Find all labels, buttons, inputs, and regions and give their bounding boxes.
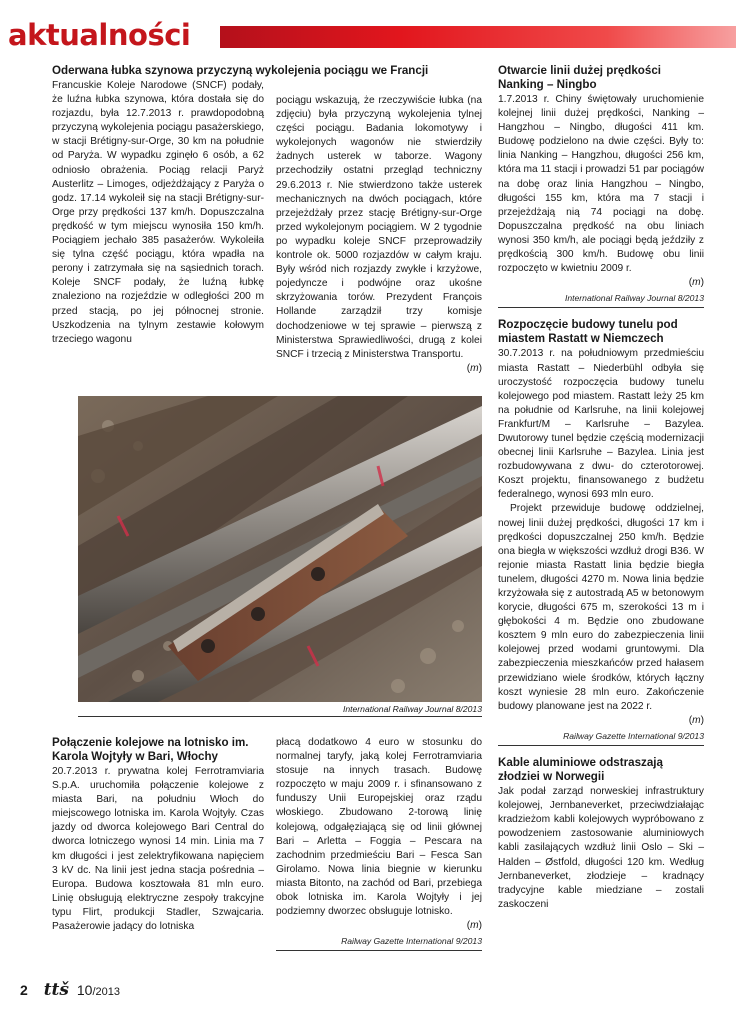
article2-title: Połączenie kolejowe na lotnisko im. Karola Wojtyły w Bari, Włochy xyxy=(52,736,249,763)
section-banner xyxy=(0,18,736,52)
issue-number: 10/2013 xyxy=(76,982,120,998)
magazine-logo: ttš xyxy=(43,980,69,1000)
article3-text: 1.7.2013 r. Chiny świętowały uruchomienie kolejnej linii dużej prędkości, Nanking – Hangzhou – Ningbo, długości 411 km. Budowę podzielono na dwie części. Były to: linia Nanking – Hangzhou, długości 256 km, która ma 11 stacji i prowadzi 51 par pociągów na dobę oraz linia Hangzhou – Ningbo, długości 155 km, która ma 7 stacji i przejeżdżają nią 74 pociągi na dobę. Dopuszczalna prędkość na obu liniach wynosi 350 km/h, ale pociągi będą jeździły z prędkością 300 km/h. Budowę obu linii rozpoczęto w kwietniu 2009 r. xyxy=(498,94,704,275)
photo-caption: International Railway Journal 8/2013 xyxy=(78,704,482,717)
right-column xyxy=(498,64,704,912)
article3-source: International Railway Journal 8/2013 xyxy=(498,291,704,308)
article1-text-col1: Francuskie Koleje Narodowe (SNCF) podały, że luźna łubka szynowa, która dostała się do rozjazdu, była 12.7.2013 r. prawdopodobną przyczyną wykolejenia pociągu pasażerskiego, w stacji Brétigny-sur-Orge, 30 km na południe od Paryża. W wypadku zginęło 6 osób, a 62 odniosło obrażenia. Pociąg relacji Paryż Austerlitz – Limoges, odjeżdżający z Paryża o godz. 17.14 wykoleił się na stacji Brétigny-sur-Orge przy prędkości 137 km/h. Dopuszczalna prędkość w tym miejscu wynosiła 150 km/h. Pociągiem jechało 385 pasażerów. Wykoleiła się tylna część pociągu, która wpadła na perony i zatrzymała się na sąsiednich torach. Koleje SNCF podały, że luźną łubkę znaleziono na rozjeździe w odległości 200 m przed stacją, po jej północnej stronie. Uszkodzenia na tylnym zestawie kołowym trzeciego wagonu xyxy=(52,80,264,345)
article4-text-para2: Projekt przewiduje budowę oddzielnej, nowej linii dużej prędkości, długości 17 km i prędkości dopuszczalnej 250 km/h. Będzie ona biegła w większości wzdłuż drogi B36. W rejonie miasta Rastatt linia będzie biegła tunelem, długości 4270 m. Nowa linia będzie krzyżowała się z autostradą A5 w betonowym korycie, długości 675 m, szerokości 13 m i głębokości 4 m. Będzie ono zbudowane kosztem 9 mln euro do zabezpieczenia linii kolejowej przed wodami gruntowymi. Dla zabezpieczenia mieszkańców przed hałasem przewidziano wiele środków, których łączny koszt wyniesie 28 mln euro. Zakończenie budowy planowane jest na 2022 r. xyxy=(498,503,704,712)
page-number: 2 xyxy=(20,982,28,998)
page-footer xyxy=(20,980,120,1000)
article2-text-col2: płacą dodatkowo 4 euro w stosunku do normalnej taryfy, jaką kolej Ferrotramviaria stosuje na innych trasach. Budowę rozpoczęto w maju 2009 r. i sfinansowano z funduszy Unii Europejskiej oraz rządu włoskiego. Zbudowano 2-torową linię kolejową, odgałęziającą się od linii głównej Bari – Arletta – Foggia – Pescara na zachodnim przedmieściu Bari – Fesca San Girolamo. Nowa linia biegnie w kierunku miasta Bitonto, na zachód od Bari, przebiega obok lotniska im. Karola Wojtyły i jej podziemny dworzec obsługuje lotnisko. xyxy=(276,737,482,918)
article1-author: (m) xyxy=(466,362,482,374)
article1-title: Oderwana łubka szynowa przyczyną wykolejenia pociągu we Francji xyxy=(52,64,429,77)
article1-text-col2: pociągu wskazują, że rzeczywiście łubka (na zdjęciu) była przyczyną wykolejenia tylnej części pociągu. Badania lokomotywy i wykolejonych wagonów nie stwierdziły żadnych usterek w taborze. Wagony przechodziły ostatni przegląd techniczny 29.6.2013 r. Nie stwierdzono także usterek mechanicznych na dwóch pociągach, które przejeżdżały przez stację Brétigny-sur-Orge przed wykolejonym pociągiem. W 2 tygodnie po wypadku koleje SNCF przeprowadziły kontrole ok. 5000 rozjazdów w całym kraju. Były wśród nich rozjazdy zwykłe i krzyżowe, pojedyncze i podwójne oraz ukośne skrzyżowania torów. Prezydent François Hollande zarządził trzy komisje dochodzeniowe w tej sprawie – pierwszą z Ministerstwa Sprawiedliwości, drugą z kolei SNCF i trzecią z Ministerstwa Transportu. xyxy=(276,95,482,360)
article1-col2 xyxy=(276,94,482,376)
article4-text-para1: 30.7.2013 r. na południowym przedmieściu miasta Rastatt – Niederbühl odbyła się uroczystość rozpoczęcia budowy tunelu kolejowego pod miastem. Rastatt leży 25 km na południe od Karlsruhe, na linii kolejowej Frankfurt/M – Karlsruhe – Bazylea. Dwutorowy tunel będzie częścią modernizacji obecnej linii Karlsruhe – Bazylea. Linia jest rozbudowywana z dwu- do czterotorowej. Koszt projektu, finansowanego z budżetu federalnego, wynosi 693 mln euro. xyxy=(498,348,704,501)
article2-col2 xyxy=(276,736,482,961)
article5-text: Jak podał zarząd norweskiej infrastruktury kolejowej, Jernbaneverket, przeciwdziałając kradzieżom kabli kolejowych wypróbowano z powodzeniem zastosowanie aluminiowych kabli zasilających wzdłuż linii Oslo – Ski – Halden – Østfold, długości 120 km. Według Jernbaneverket, złodzieje – kradnący tradycyjne kable miedziane – zostali zaskoczeni xyxy=(498,786,704,910)
banner-bar xyxy=(220,26,736,48)
article4-title: Rozpoczęcie budowy tunelu pod miastem Rastatt w Niemczech xyxy=(498,318,678,346)
article2-source: Railway Gazette International 9/2013 xyxy=(276,934,482,951)
article2-col1 xyxy=(52,736,264,934)
article2-author: (m) xyxy=(466,920,482,932)
fishplate-photo xyxy=(78,396,482,702)
section-title: aktualności xyxy=(8,18,196,52)
article2-text-col1: 20.7.2013 r. prywatna kolej Ferrotramviaria S.p.A. uruchomiła połączenie kolejowe z miasta Bari, na południu Włoch do miejscowego lotniska im. Karola Wojtyły. Czas jazdy od dworca kolejowego Bari Central do dworca lotniczego wynosi 14 min. Linia ma 7 km długości i jest zelektryfikowana napięciem 3 kV dc. Na linii jest jedna stacja pośrednia – Europa. Budowa kosztowała 81 mln euro. Linię obsługują elektryczne zespoły trakcyjne typu Flirt, produkcji Stadler, Szwajcaria. Pasażerowie jadący do lotniska xyxy=(52,766,264,933)
article3-title: Otwarcie linii dużej prędkości Nanking – Ningbo xyxy=(498,64,662,91)
article4-source: Railway Gazette International 9/2013 xyxy=(498,729,704,746)
article5-title: Kable aluminiowe odstraszają złodziei w Norwegii xyxy=(498,756,663,784)
article3-author: (m) xyxy=(688,277,704,289)
rail-fishplate-image xyxy=(78,396,482,702)
article4-author: (m) xyxy=(688,714,704,726)
